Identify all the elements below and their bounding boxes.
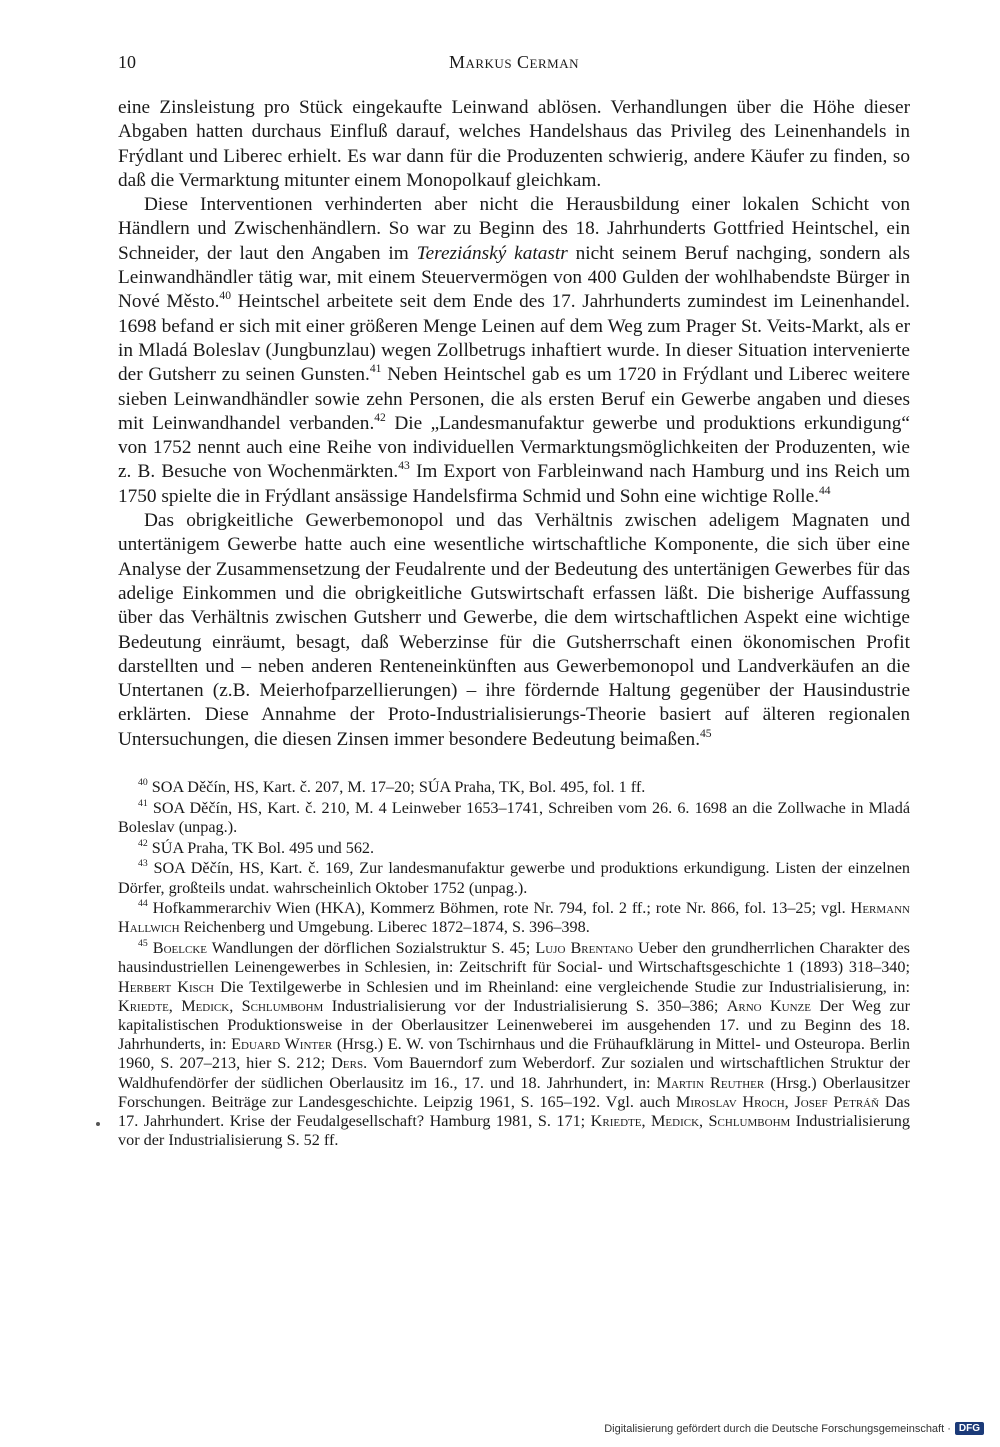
text-run: (Hrsg.) E. W. von Tschirnhaus und die Frühaufklärung in Mittel- und Osteuropa. Berlin 1960, S. 207–213, hier S. 212; xyxy=(118,1035,910,1073)
footnotes xyxy=(118,778,910,1150)
text-run: Das 17. Jahrhundert. Krise der Feudalgesellschaft? Hamburg 1981, S. 171; xyxy=(118,1092,910,1130)
footnote xyxy=(118,839,910,858)
text-run: Neben Heintschel gab es um 1720 in Frýdlant und Liberec weitere sieben Leinwandhändler sowie zehn Personen, die als ersten Beruf ein Gewerbe angaben und dieses mit Leinwandhandel verbanden. xyxy=(118,364,910,434)
text-run: Ders. xyxy=(331,1054,368,1073)
banner-text: Digitalisierung gefördert durch die Deutsche Forschungsgemeinschaft · xyxy=(604,1422,951,1435)
text-run: Ueber den grundherrlichen Charakter des hausindustriellen Leinengewerbes in Schlesien, in: Zeitschrift für Social- und Wirtschaftsgeschichte 1 (1893) 318–340; xyxy=(118,939,910,977)
dfg-logo: DFG xyxy=(955,1422,984,1435)
footnote xyxy=(118,859,910,897)
text-run: Herbert Kisch xyxy=(118,977,215,996)
text-run: Arno Kunze xyxy=(726,996,811,1015)
text-run: Tereziánský katastr xyxy=(416,242,568,264)
paragraph xyxy=(118,509,910,752)
page-header xyxy=(118,52,910,86)
text-run: Im Export von Farbleinwand nach Hamburg und ins Reich um 1750 spielte die in Frýdlant ansässige Handelsfirma Schmid und Sohn eine wichtige Rolle. xyxy=(118,461,910,507)
footnote-ref: 40 xyxy=(138,777,148,789)
text-run: Kriedte, Medick, Schlumbohm xyxy=(118,996,324,1015)
text-run: Martin Reuther xyxy=(656,1073,765,1092)
text-run: Boelcke xyxy=(152,939,207,958)
text-run: Wandlungen der dörflichen Sozialstruktur S. 45; xyxy=(206,939,536,958)
footnote xyxy=(118,899,910,937)
page xyxy=(118,52,910,1152)
body-text xyxy=(118,96,910,752)
footnote xyxy=(118,778,910,797)
text-run: Das obrigkeitliche Gewerbemonopol und das Verhältnis zwischen adeligem Magnaten und untertänigem Gewerbe hatte auch eine wesentliche wirtschaftliche Komponente, die sich über eine Analyse der Zusammensetzung der Feudalrente und der Bedeutung des untertänigen Gewerbes für das adelige Einkommen und die obrigkeitliche Gutswirtschaft erfassen läßt. Die bisherige Auffassung über das Verhältnis zwischen Gutsherr und Gewerbe, die dem wirtschaftlichen Aspekt eine wichtige Bedeutung einräumt, besagt, daß Weberzinse für die Gutsherrschaft einen ökonomischen Profit darstellten und – neben anderen Renteneinkünften aus Gewerbemonopol und Landverkäufen an die Untertanen (z.B. Meierhofparzellierungen) – ihre fördernde Haltung gegenüber der Hausindustrie erklärten. Diese Annahme der Proto-Industrialisierungs-Theorie basiert auf älteren regionalen Untersuchungen, die diesen Zinsen immer besondere Bedeutung beimaßen. xyxy=(118,510,910,750)
text-run: Der Weg zur kapitalistischen Produktionsweise in der Oberlausitzer Leinenweberei im ausgehenden 17. und zu Beginn des 18. Jahrhunderts, in: xyxy=(118,996,910,1054)
text-run: Kriedte, Medick, Schlumbohm xyxy=(590,1111,791,1130)
footnote-ref: 44 xyxy=(138,898,148,910)
text-run: eine Zinsleistung pro Stück eingekaufte Leinwand ablösen. Verhandlungen über die Höhe dieser Abgaben hatten durchaus Einfluß darauf, welches Handelshaus das Privileg des Leinenhandels in Frýdlant und Liberec erhielt. Es war dann für die Produzenten schwierig, andere Käufer zu finden, so daß die Vermarktung mitunter einem Monopolkauf gleichkam. xyxy=(118,97,910,191)
margin-mark xyxy=(96,1122,100,1126)
footnote-ref: 41 xyxy=(138,797,148,809)
text-run: Hermann Hallwich xyxy=(118,899,910,937)
text-run: nicht seinem Beruf nachging, sondern als Leinwandhändler tätig war, mit einem Steuervermögen von 400 Gulden der wohlhabendste Bürger in Nové Město. xyxy=(118,242,910,313)
text-run: Hofkammerarchiv Wien (HKA), Kommerz Böhmen, rote Nr. 794, fol. 2 ff.; rote Nr. 866, fol. 13–25; vgl. xyxy=(147,899,851,918)
paragraph xyxy=(118,193,910,509)
text-run: SÚA Praha, TK Bol. 495 und 562. xyxy=(147,838,375,857)
paragraph xyxy=(118,96,910,193)
footnote xyxy=(118,799,910,837)
page-number: 10 xyxy=(118,52,136,72)
text-run: SOA Děčín, HS, Kart. č. 210, M. 4 Leinweber 1653–1741, Schreiben vom 26. 6. 1698 an die Zollwache in Mladá Boleslav (unpag.). xyxy=(118,798,910,836)
text-run: Industrialisierung vor der Industrialisierung S. 52 ff. xyxy=(118,1111,910,1150)
text-run: Heintschel arbeitete seit dem Ende des 17. Jahrhunderts zumindest im Leinenhandel. 1698 befand er sich mit einer größeren Menge Leinen auf dem Weg zum Prager St. Veits-Markt, als er in Mladá Boleslav (Jungbunzlau) wegen Zollbetrugs inhaftiert wurde. In dieser Situation intervenierte der Gutsherr zu seinen Gunsten. xyxy=(118,291,910,386)
text-run: Vom Bauerndorf zum Weberdorf. Zur sozialen und wirtschaftlichen Struktur der Waldhufendörfer der südlichen Oberlausitz im 16., 17. und 18. Jahrhundert, in: xyxy=(118,1054,910,1092)
footnote-ref: 43 xyxy=(138,858,148,870)
text-run: SOA Děčín, HS, Kart. č. 169, Zur landesmanufaktur gewerbe und produktions erkundigung. Listen der einzelnen Dörfer, großteils undat. wahrscheinlich Oktober 1752 (unpag.). xyxy=(118,859,910,897)
footnote-ref: 45 xyxy=(138,938,148,950)
text-run: Eduard Winter xyxy=(231,1035,333,1054)
digitization-banner xyxy=(604,1422,984,1435)
text-run: Lujo Brentano xyxy=(535,939,633,958)
text-run: Diese Interventionen verhinderten aber nicht die Herausbildung einer lokalen Schicht von Händlern und Zwischenhändlern. So war zu Beginn des 18. Jahrhunderts Gottfried Heintschel, ein Schneider, der laut den Angaben im xyxy=(118,194,910,264)
text-run: Die „Landesmanufaktur gewerbe und produktions erkundigung“ von 1752 nennt auch eine Reihe von individuellen Vermarktungsmöglichkeiten der Produzenten, wie z. B. Besuche von Wochenmärkten. xyxy=(118,412,910,483)
footnote-ref: 41 xyxy=(369,362,382,376)
footnote-ref: 44 xyxy=(818,483,831,497)
text-run: Industrialisierung vor der Industrialisierung S. 350–386; xyxy=(323,996,727,1015)
running-head: Markus Cerman xyxy=(448,52,580,72)
footnote-ref: 43 xyxy=(398,459,410,473)
footnote-ref: 42 xyxy=(374,410,386,424)
text-run: Reichenberg und Umgebung. Liberec 1872–1874, S. 396–398. xyxy=(179,918,590,937)
text-run: Die Textilgewerbe in Schlesien und im Rheinland: eine vergleichende Studie zur Industrialisierung, in: xyxy=(214,977,911,996)
footnote xyxy=(118,939,910,1150)
footnote-ref: 45 xyxy=(700,726,712,740)
footnote-ref: 42 xyxy=(138,837,148,849)
text-run: Miroslav Hroch, Josef Petráň xyxy=(676,1092,880,1111)
text-run: SOA Děčín, HS, Kart. č. 207, M. 17–20; SÚA Praha, TK, Bol. 495, fol. 1 ff. xyxy=(147,778,646,797)
footnote-ref: 40 xyxy=(219,289,231,303)
text-run: (Hrsg.) Oberlausitzer Forschungen. Beiträge zur Landesgeschichte. Leipzig 1961, S. 165–192. Vgl. auch xyxy=(118,1073,910,1111)
